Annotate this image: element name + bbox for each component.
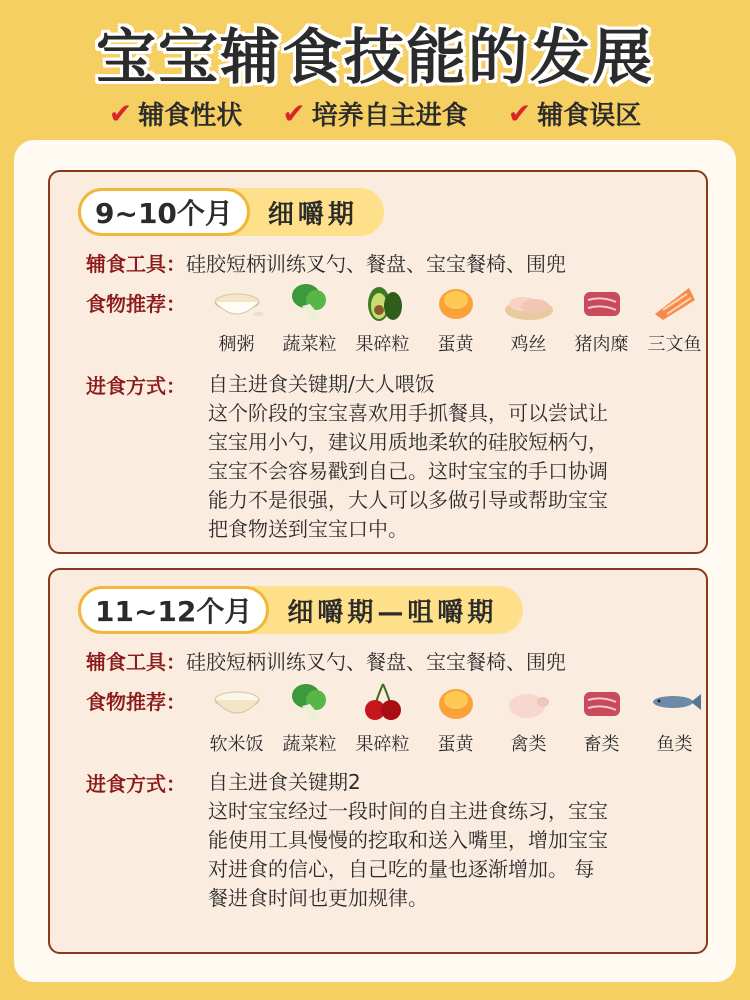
- method-body: [208, 768, 688, 913]
- fish-icon: [649, 680, 701, 724]
- salmon-icon: [649, 280, 701, 324]
- bok-choy-icon: [284, 680, 336, 724]
- method-label-row: [86, 768, 186, 797]
- method-line: 能使用工具慢慢的挖取和送入嘴里，增加宝宝: [208, 828, 608, 852]
- food-name: 蔬菜粒: [282, 334, 337, 355]
- stage-label: 细嚼期: [267, 199, 358, 230]
- food-item: [638, 280, 711, 356]
- food-name: 蛋黄: [437, 334, 474, 355]
- food-name: 禽类: [510, 734, 547, 755]
- porridge-bowl-icon: [211, 280, 263, 324]
- method-title: 自主进食关键期2: [208, 770, 361, 794]
- food-name: 果碎粒: [355, 734, 410, 755]
- food-name: 鸡丝: [510, 334, 547, 355]
- food-name: 鱼类: [656, 734, 693, 755]
- page-title: 宝宝辅食技能的发展: [96, 23, 654, 93]
- tag-label: 辅食误区: [537, 101, 642, 131]
- food-name: 猪肉糜: [574, 334, 629, 355]
- tools-value: 硅胶短柄训练叉勺、餐盘、宝宝餐椅、围兜: [186, 252, 566, 276]
- food-item: [200, 680, 273, 756]
- chicken-breast-icon: [503, 280, 555, 324]
- food-item: [565, 280, 638, 356]
- tag-label: 培养自主进食: [311, 101, 468, 131]
- pork-icon: [576, 680, 628, 724]
- stage-label: 细嚼期—咀嚼期: [287, 597, 498, 628]
- foods-label-row: [86, 288, 186, 317]
- method-line: 把食物送到宝宝口中。: [208, 517, 408, 541]
- food-name: 果碎粒: [355, 334, 410, 355]
- method-body: [208, 370, 688, 544]
- method-line: 宝宝用小勺，建议用质地柔软的硅胶短柄勺，: [208, 430, 608, 454]
- food-item: [346, 680, 419, 756]
- food-list: [200, 280, 711, 356]
- foods-label: 食物推荐：: [86, 292, 186, 316]
- food-item: [346, 280, 419, 356]
- check-icon: ✔: [282, 97, 306, 130]
- stage-card-11-12: [48, 568, 708, 954]
- cherry-icon: [357, 680, 409, 724]
- stage-card-9-10: [48, 170, 708, 554]
- method-line: 能力不是很强，大人可以多做引导或帮助宝宝: [208, 488, 608, 512]
- food-name: 蔬菜粒: [282, 734, 337, 755]
- egg-yolk-icon: [430, 680, 482, 724]
- method-label: 进食方式：: [86, 772, 186, 796]
- tag-item: [508, 95, 641, 132]
- method-line: 这时宝宝经过一段时间的自主进食练习，宝宝: [208, 799, 608, 823]
- method-label: 进食方式：: [86, 374, 186, 398]
- tag-item: [282, 95, 467, 132]
- food-item: [638, 680, 711, 756]
- food-name: 蛋黄: [437, 734, 474, 755]
- avocado-icon: [357, 280, 409, 324]
- food-list: [200, 680, 711, 756]
- age-label: 11~12个月: [78, 586, 269, 634]
- method-line: 餐进食时间也更加规律。: [208, 886, 428, 910]
- food-item: [200, 280, 273, 356]
- food-item: [273, 680, 346, 756]
- stage-pill: [80, 188, 384, 236]
- food-item: [419, 680, 492, 756]
- poultry-icon: [503, 680, 555, 724]
- food-name: 三文鱼: [647, 334, 702, 355]
- tools-label: 辅食工具：: [86, 252, 186, 276]
- method-line: 这个阶段的宝宝喜欢用手抓餐具，可以尝试让: [208, 401, 608, 425]
- food-item: [419, 280, 492, 356]
- foods-label-row: [86, 686, 186, 715]
- food-item: [565, 680, 638, 756]
- tag-label: 辅食性状: [138, 101, 243, 131]
- tools-row: [86, 248, 566, 277]
- tools-label: 辅食工具：: [86, 650, 186, 674]
- age-label: 9~10个月: [78, 188, 250, 236]
- food-name: 稠粥: [218, 334, 255, 355]
- food-name: 软米饭: [209, 734, 264, 755]
- stage-pill: [80, 586, 523, 634]
- method-line: 对进食的信心，自己吃的量也逐渐增加。 每: [208, 857, 595, 881]
- bok-choy-icon: [284, 280, 336, 324]
- food-item: [273, 280, 346, 356]
- method-title: 自主进食关键期/大人喂饭: [208, 372, 435, 396]
- check-icon: ✔: [108, 97, 133, 130]
- food-name: 畜类: [583, 734, 620, 755]
- pork-icon: [576, 280, 628, 324]
- food-item: [492, 280, 565, 356]
- method-label-row: [86, 370, 186, 399]
- method-line: 宝宝不会容易戳到自己。这时宝宝的手口协调: [208, 459, 608, 483]
- food-item: [492, 680, 565, 756]
- foods-label: 食物推荐：: [86, 690, 186, 714]
- tools-row: [86, 646, 566, 675]
- egg-yolk-icon: [430, 280, 482, 324]
- check-icon: ✔: [507, 97, 532, 130]
- tag-item: [109, 95, 242, 132]
- tools-value: 硅胶短柄训练叉勺、餐盘、宝宝餐椅、围兜: [186, 650, 566, 674]
- tag-list: [0, 95, 750, 132]
- rice-bowl-icon: [211, 680, 263, 724]
